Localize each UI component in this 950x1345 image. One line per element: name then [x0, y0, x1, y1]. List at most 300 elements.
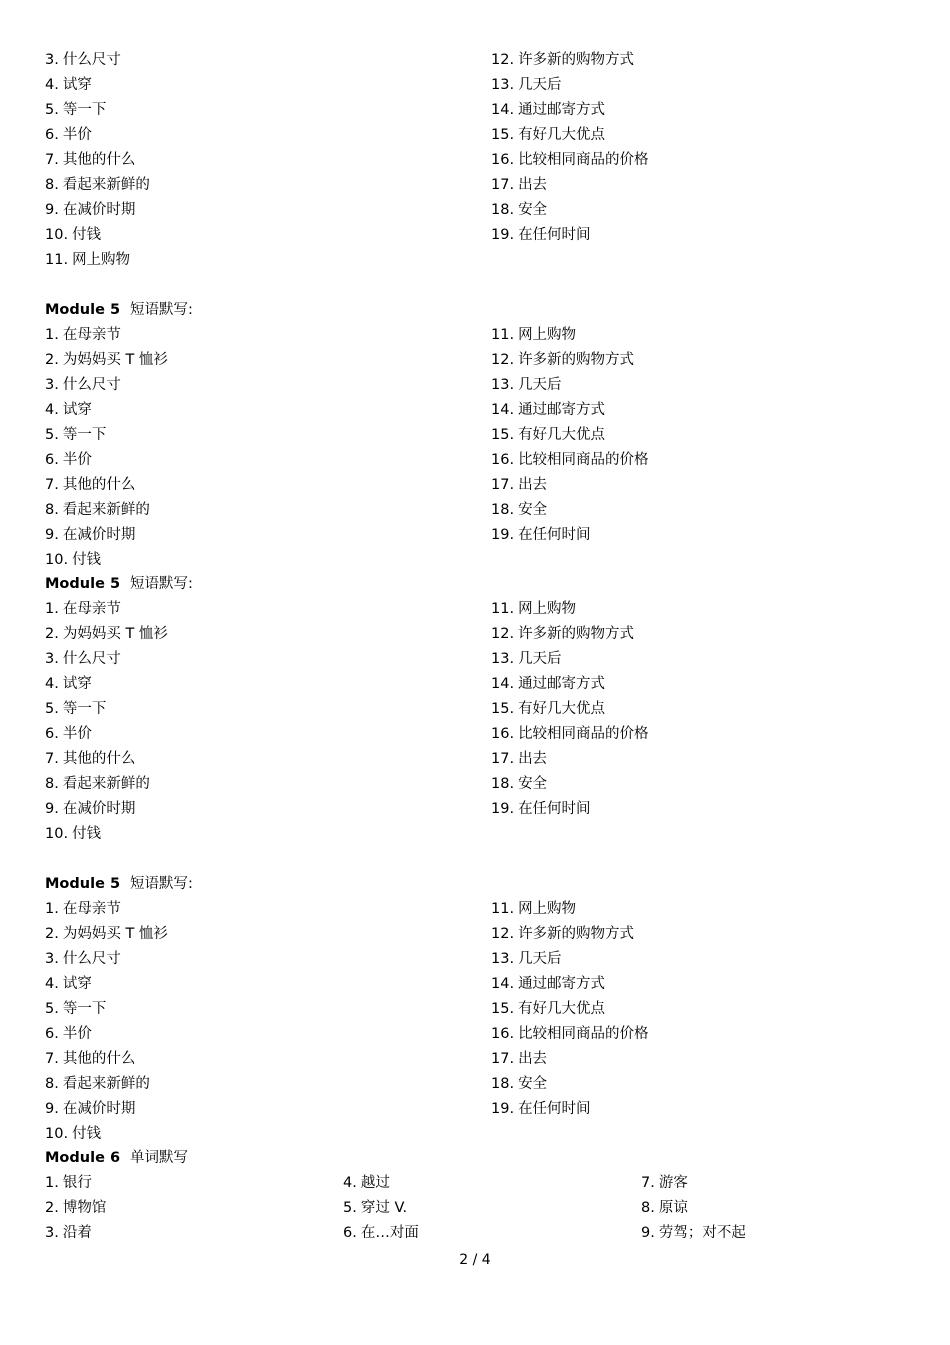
list-item: [491, 997, 605, 1022]
item-number: 18.: [491, 1076, 515, 1092]
item-text: 许多新的购物方式: [518, 352, 635, 368]
item-text: 在母亲节: [62, 327, 121, 343]
list-row: [45, 98, 905, 123]
item-text: 网上购物: [518, 901, 577, 917]
list-item: [45, 1221, 92, 1246]
list-item: [45, 48, 121, 73]
item-text: 越过: [360, 1175, 390, 1191]
list-item: [491, 1097, 591, 1122]
item-number: 5.: [45, 1001, 59, 1017]
item-number: 17.: [491, 751, 515, 767]
item-text: 半价: [62, 127, 92, 143]
list-item: [45, 1072, 150, 1097]
item-number: 11.: [491, 901, 515, 917]
item-text: 安全: [518, 202, 548, 218]
item-number: 5.: [45, 427, 59, 443]
list-row: [45, 1097, 905, 1122]
item-number: 9.: [45, 202, 59, 218]
item-text: 什么尺寸: [62, 651, 121, 667]
item-number: 7.: [45, 751, 59, 767]
list-row: [45, 423, 905, 448]
item-number: 3.: [45, 377, 59, 393]
item-number: 6.: [45, 726, 59, 742]
list-row: [45, 1221, 905, 1246]
list-item: [45, 1047, 135, 1072]
item-number: 10.: [45, 1126, 69, 1142]
item-text: 在…对面: [360, 1225, 419, 1241]
item-number: 10.: [45, 552, 69, 568]
item-text: 看起来新鲜的: [62, 177, 150, 193]
list-item: [491, 797, 591, 822]
list-item: [45, 1171, 92, 1196]
item-text: 几天后: [518, 377, 562, 393]
item-number: 2.: [45, 926, 59, 942]
item-text: 网上购物: [518, 327, 577, 343]
module-label: Module 5: [45, 302, 121, 318]
module5-block-2: [45, 572, 905, 847]
item-number: 4.: [45, 676, 59, 692]
item-text: 什么尺寸: [62, 951, 121, 967]
item-number: 1.: [45, 901, 59, 917]
list-item: [491, 123, 605, 148]
item-number: 6.: [343, 1225, 357, 1241]
item-text: 在减价时期: [62, 202, 136, 218]
item-text: 其他的什么: [62, 1051, 136, 1067]
page-number: 2 / 4: [459, 1252, 491, 1268]
list-item: [641, 1196, 688, 1221]
list-row: [45, 248, 905, 273]
item-number: 8.: [45, 1076, 59, 1092]
item-number: 5.: [45, 701, 59, 717]
list-item: [45, 772, 150, 797]
list-row: [45, 448, 905, 473]
item-text: 网上购物: [518, 601, 577, 617]
list-row: [45, 473, 905, 498]
item-text: 银行: [62, 1175, 92, 1191]
item-number: 6.: [45, 452, 59, 468]
item-number: 7.: [45, 477, 59, 493]
list-item: [45, 997, 106, 1022]
item-text: 试穿: [62, 676, 92, 692]
item-text: 其他的什么: [62, 152, 136, 168]
list-item: [45, 922, 168, 947]
list-row: [45, 972, 905, 997]
item-number: 6.: [45, 1026, 59, 1042]
list-item: [45, 148, 135, 173]
item-text: 半价: [62, 726, 92, 742]
list-item: [491, 148, 649, 173]
item-number: 4.: [45, 77, 59, 93]
item-number: 8.: [45, 177, 59, 193]
item-number: 7.: [45, 152, 59, 168]
list-item: [45, 123, 92, 148]
item-text: 为妈妈买 T 恤衫: [62, 626, 168, 642]
item-text: 其他的什么: [62, 751, 136, 767]
item-number: 12.: [491, 626, 515, 642]
list-row: [45, 48, 905, 73]
item-text: 什么尺寸: [62, 52, 121, 68]
item-number: 11.: [491, 327, 515, 343]
list-item: [491, 398, 605, 423]
list-item: [45, 1196, 106, 1221]
list-row: [45, 323, 905, 348]
item-number: 15.: [491, 127, 515, 143]
list-row: [45, 647, 905, 672]
item-number: 3.: [45, 1225, 59, 1241]
item-number: 7.: [45, 1051, 59, 1067]
heading-label: 单词默写: [130, 1150, 189, 1166]
item-number: 4.: [45, 402, 59, 418]
item-number: 19.: [491, 1101, 515, 1117]
item-number: 16.: [491, 726, 515, 742]
list-item: [491, 672, 605, 697]
item-text: 劳驾；对不起: [658, 1225, 746, 1241]
module5-block-1: [45, 298, 905, 573]
item-text: 出去: [518, 751, 548, 767]
list-row: [45, 722, 905, 747]
item-text: 通过邮寄方式: [518, 676, 606, 692]
item-text: 试穿: [62, 402, 92, 418]
item-text: 半价: [62, 1026, 92, 1042]
list-item: [343, 1171, 390, 1196]
list-item: [45, 398, 92, 423]
item-text: 为妈妈买 T 恤衫: [62, 352, 168, 368]
list-item: [45, 248, 130, 273]
item-number: 19.: [491, 527, 515, 543]
item-text: 付钱: [72, 826, 102, 842]
list-item: [491, 48, 634, 73]
list-item: [45, 947, 121, 972]
item-number: 5.: [45, 102, 59, 118]
list-item: [641, 1171, 688, 1196]
item-text: 付钱: [72, 552, 102, 568]
section-heading: [45, 872, 905, 897]
list-row: [45, 997, 905, 1022]
section-heading: [45, 1146, 905, 1171]
list-row: [45, 597, 905, 622]
list-item: [491, 597, 576, 622]
item-number: 17.: [491, 177, 515, 193]
item-text: 有好几大优点: [518, 701, 606, 717]
item-text: 安全: [518, 776, 548, 792]
list-item: [45, 1022, 92, 1047]
item-text: 博物馆: [62, 1200, 107, 1216]
list-item: [45, 797, 135, 822]
list-row: [45, 1022, 905, 1047]
item-text: 付钱: [72, 1126, 102, 1142]
list-item: [491, 1022, 649, 1047]
item-text: 许多新的购物方式: [518, 52, 635, 68]
list-item: [45, 223, 101, 248]
item-number: 3.: [45, 951, 59, 967]
list-row: [45, 373, 905, 398]
module6-block: [45, 1146, 905, 1246]
item-text: 出去: [518, 477, 548, 493]
module-label: Module 5: [45, 576, 121, 592]
item-number: 8.: [45, 776, 59, 792]
item-text: 什么尺寸: [62, 377, 121, 393]
list-item: [491, 98, 605, 123]
item-number: 18.: [491, 776, 515, 792]
list-item: [45, 672, 92, 697]
item-number: 4.: [343, 1175, 357, 1191]
list-item: [491, 198, 547, 223]
list-row: [45, 1072, 905, 1097]
item-text: 有好几大优点: [518, 127, 606, 143]
list-item: [491, 722, 649, 747]
list-item: [45, 348, 168, 373]
list-item: [45, 198, 135, 223]
item-number: 1.: [45, 1175, 59, 1191]
list-item: [45, 747, 135, 772]
list-item: [491, 223, 591, 248]
item-text: 在减价时期: [62, 801, 136, 817]
item-text: 沿着: [62, 1225, 92, 1241]
list-row: [45, 822, 905, 847]
list-item: [45, 448, 92, 473]
item-number: 1.: [45, 601, 59, 617]
item-text: 等一下: [62, 102, 107, 118]
list-item: [491, 323, 576, 348]
item-text: 在母亲节: [62, 601, 121, 617]
list-item: [45, 173, 150, 198]
list-row: [45, 223, 905, 248]
module-label: Module 6: [45, 1150, 121, 1166]
module-label: Module 5: [45, 876, 121, 892]
item-number: 11.: [45, 252, 69, 268]
item-number: 1.: [45, 327, 59, 343]
list-item: [491, 523, 591, 548]
item-text: 试穿: [62, 976, 92, 992]
item-text: 在任何时间: [518, 527, 591, 543]
list-item: [491, 697, 605, 722]
item-number: 8.: [641, 1200, 655, 1216]
list-row: [45, 123, 905, 148]
list-item: [45, 972, 92, 997]
item-text: 其他的什么: [62, 477, 136, 493]
list-row: [45, 148, 905, 173]
item-number: 18.: [491, 502, 515, 518]
list-item: [491, 73, 562, 98]
item-number: 19.: [491, 801, 515, 817]
item-text: 通过邮寄方式: [518, 102, 606, 118]
list-row: [45, 348, 905, 373]
item-number: 15.: [491, 427, 515, 443]
item-text: 在母亲节: [62, 901, 121, 917]
item-number: 13.: [491, 951, 515, 967]
module5-block-3: [45, 872, 905, 1147]
item-number: 8.: [45, 502, 59, 518]
item-number: 14.: [491, 402, 515, 418]
item-text: 等一下: [62, 427, 107, 443]
section-heading: [45, 298, 905, 323]
item-text: 付钱: [72, 227, 102, 243]
item-text: 试穿: [62, 77, 92, 93]
list-item: [491, 1072, 547, 1097]
item-text: 在任何时间: [518, 801, 591, 817]
item-text: 比较相同商品的价格: [518, 452, 649, 468]
item-number: 2.: [45, 1200, 59, 1216]
item-text: 比较相同商品的价格: [518, 1026, 649, 1042]
item-number: 3.: [45, 52, 59, 68]
list-item: [45, 722, 92, 747]
list-item: [45, 822, 101, 847]
list-row: [45, 1196, 905, 1221]
list-item: [491, 173, 547, 198]
list-item: [45, 498, 150, 523]
list-row: [45, 672, 905, 697]
item-number: 17.: [491, 477, 515, 493]
item-text: 许多新的购物方式: [518, 626, 635, 642]
item-text: 在减价时期: [62, 527, 136, 543]
item-number: 10.: [45, 826, 69, 842]
item-number: 17.: [491, 1051, 515, 1067]
list-item: [45, 622, 168, 647]
item-number: 6.: [45, 127, 59, 143]
list-row: [45, 1122, 905, 1147]
list-item: [491, 473, 547, 498]
list-item: [45, 323, 121, 348]
item-number: 2.: [45, 626, 59, 642]
item-text: 看起来新鲜的: [62, 776, 150, 792]
item-number: 15.: [491, 1001, 515, 1017]
item-number: 15.: [491, 701, 515, 717]
list-row: [45, 1047, 905, 1072]
item-number: 19.: [491, 227, 515, 243]
item-text: 比较相同商品的价格: [518, 152, 649, 168]
list-row: [45, 198, 905, 223]
list-row: [45, 398, 905, 423]
item-text: 等一下: [62, 701, 107, 717]
list-row: [45, 772, 905, 797]
list-item: [45, 373, 121, 398]
list-item: [343, 1196, 407, 1221]
item-text: 几天后: [518, 77, 562, 93]
continued-phrase-list: [45, 48, 905, 273]
item-text: 网上购物: [72, 252, 131, 268]
item-text: 比较相同商品的价格: [518, 726, 649, 742]
item-number: 9.: [45, 1101, 59, 1117]
list-item: [343, 1221, 419, 1246]
item-number: 9.: [641, 1225, 655, 1241]
item-number: 12.: [491, 926, 515, 942]
list-row: [45, 1171, 905, 1196]
item-number: 10.: [45, 227, 69, 243]
item-text: 游客: [658, 1175, 688, 1191]
item-number: 13.: [491, 377, 515, 393]
list-item: [491, 922, 634, 947]
list-item: [491, 772, 547, 797]
list-row: [45, 922, 905, 947]
list-item: [491, 373, 562, 398]
list-item: [45, 1122, 101, 1147]
list-item: [45, 473, 135, 498]
list-row: [45, 523, 905, 548]
list-row: [45, 622, 905, 647]
item-text: 看起来新鲜的: [62, 502, 150, 518]
heading-label: 短语默写:: [130, 876, 193, 892]
item-number: 14.: [491, 976, 515, 992]
item-number: 13.: [491, 77, 515, 93]
list-row: [45, 697, 905, 722]
list-item: [491, 897, 576, 922]
list-item: [45, 523, 135, 548]
list-item: [45, 597, 121, 622]
list-item: [45, 647, 121, 672]
list-item: [491, 747, 547, 772]
list-item: [491, 498, 547, 523]
item-number: 18.: [491, 202, 515, 218]
list-item: [45, 697, 106, 722]
list-item: [45, 423, 106, 448]
list-item: [491, 647, 562, 672]
list-item: [641, 1221, 746, 1246]
section-heading: [45, 572, 905, 597]
item-number: 13.: [491, 651, 515, 667]
item-text: 通过邮寄方式: [518, 402, 606, 418]
list-row: [45, 747, 905, 772]
item-number: 3.: [45, 651, 59, 667]
item-text: 安全: [518, 1076, 548, 1092]
list-row: [45, 73, 905, 98]
item-text: 安全: [518, 502, 548, 518]
item-text: 原谅: [658, 1200, 688, 1216]
item-text: 半价: [62, 452, 92, 468]
item-number: 11.: [491, 601, 515, 617]
item-number: 9.: [45, 801, 59, 817]
item-text: 有好几大优点: [518, 427, 606, 443]
item-number: 5.: [343, 1200, 357, 1216]
list-row: [45, 498, 905, 523]
list-row: [45, 173, 905, 198]
item-number: 16.: [491, 452, 515, 468]
item-text: 在任何时间: [518, 1101, 591, 1117]
item-text: 出去: [518, 177, 548, 193]
list-item: [491, 1047, 547, 1072]
heading-label: 短语默写:: [130, 302, 193, 318]
item-text: 许多新的购物方式: [518, 926, 635, 942]
item-number: 7.: [641, 1175, 655, 1191]
item-text: 为妈妈买 T 恤衫: [62, 926, 168, 942]
list-item: [45, 548, 101, 573]
item-number: 2.: [45, 352, 59, 368]
item-number: 16.: [491, 152, 515, 168]
item-text: 出去: [518, 1051, 548, 1067]
item-text: 穿过 V.: [360, 1200, 408, 1216]
item-text: 看起来新鲜的: [62, 1076, 150, 1092]
list-row: [45, 947, 905, 972]
item-text: 几天后: [518, 951, 562, 967]
item-number: 12.: [491, 52, 515, 68]
item-number: 14.: [491, 676, 515, 692]
item-number: 9.: [45, 527, 59, 543]
item-text: 几天后: [518, 651, 562, 667]
list-row: [45, 548, 905, 573]
list-item: [491, 448, 649, 473]
list-item: [491, 947, 562, 972]
item-text: 通过邮寄方式: [518, 976, 606, 992]
item-number: 4.: [45, 976, 59, 992]
list-row: [45, 897, 905, 922]
list-item: [45, 73, 92, 98]
item-number: 12.: [491, 352, 515, 368]
item-text: 在任何时间: [518, 227, 591, 243]
list-item: [491, 972, 605, 997]
list-item: [45, 897, 121, 922]
item-text: 等一下: [62, 1001, 107, 1017]
list-item: [491, 622, 634, 647]
item-number: 14.: [491, 102, 515, 118]
